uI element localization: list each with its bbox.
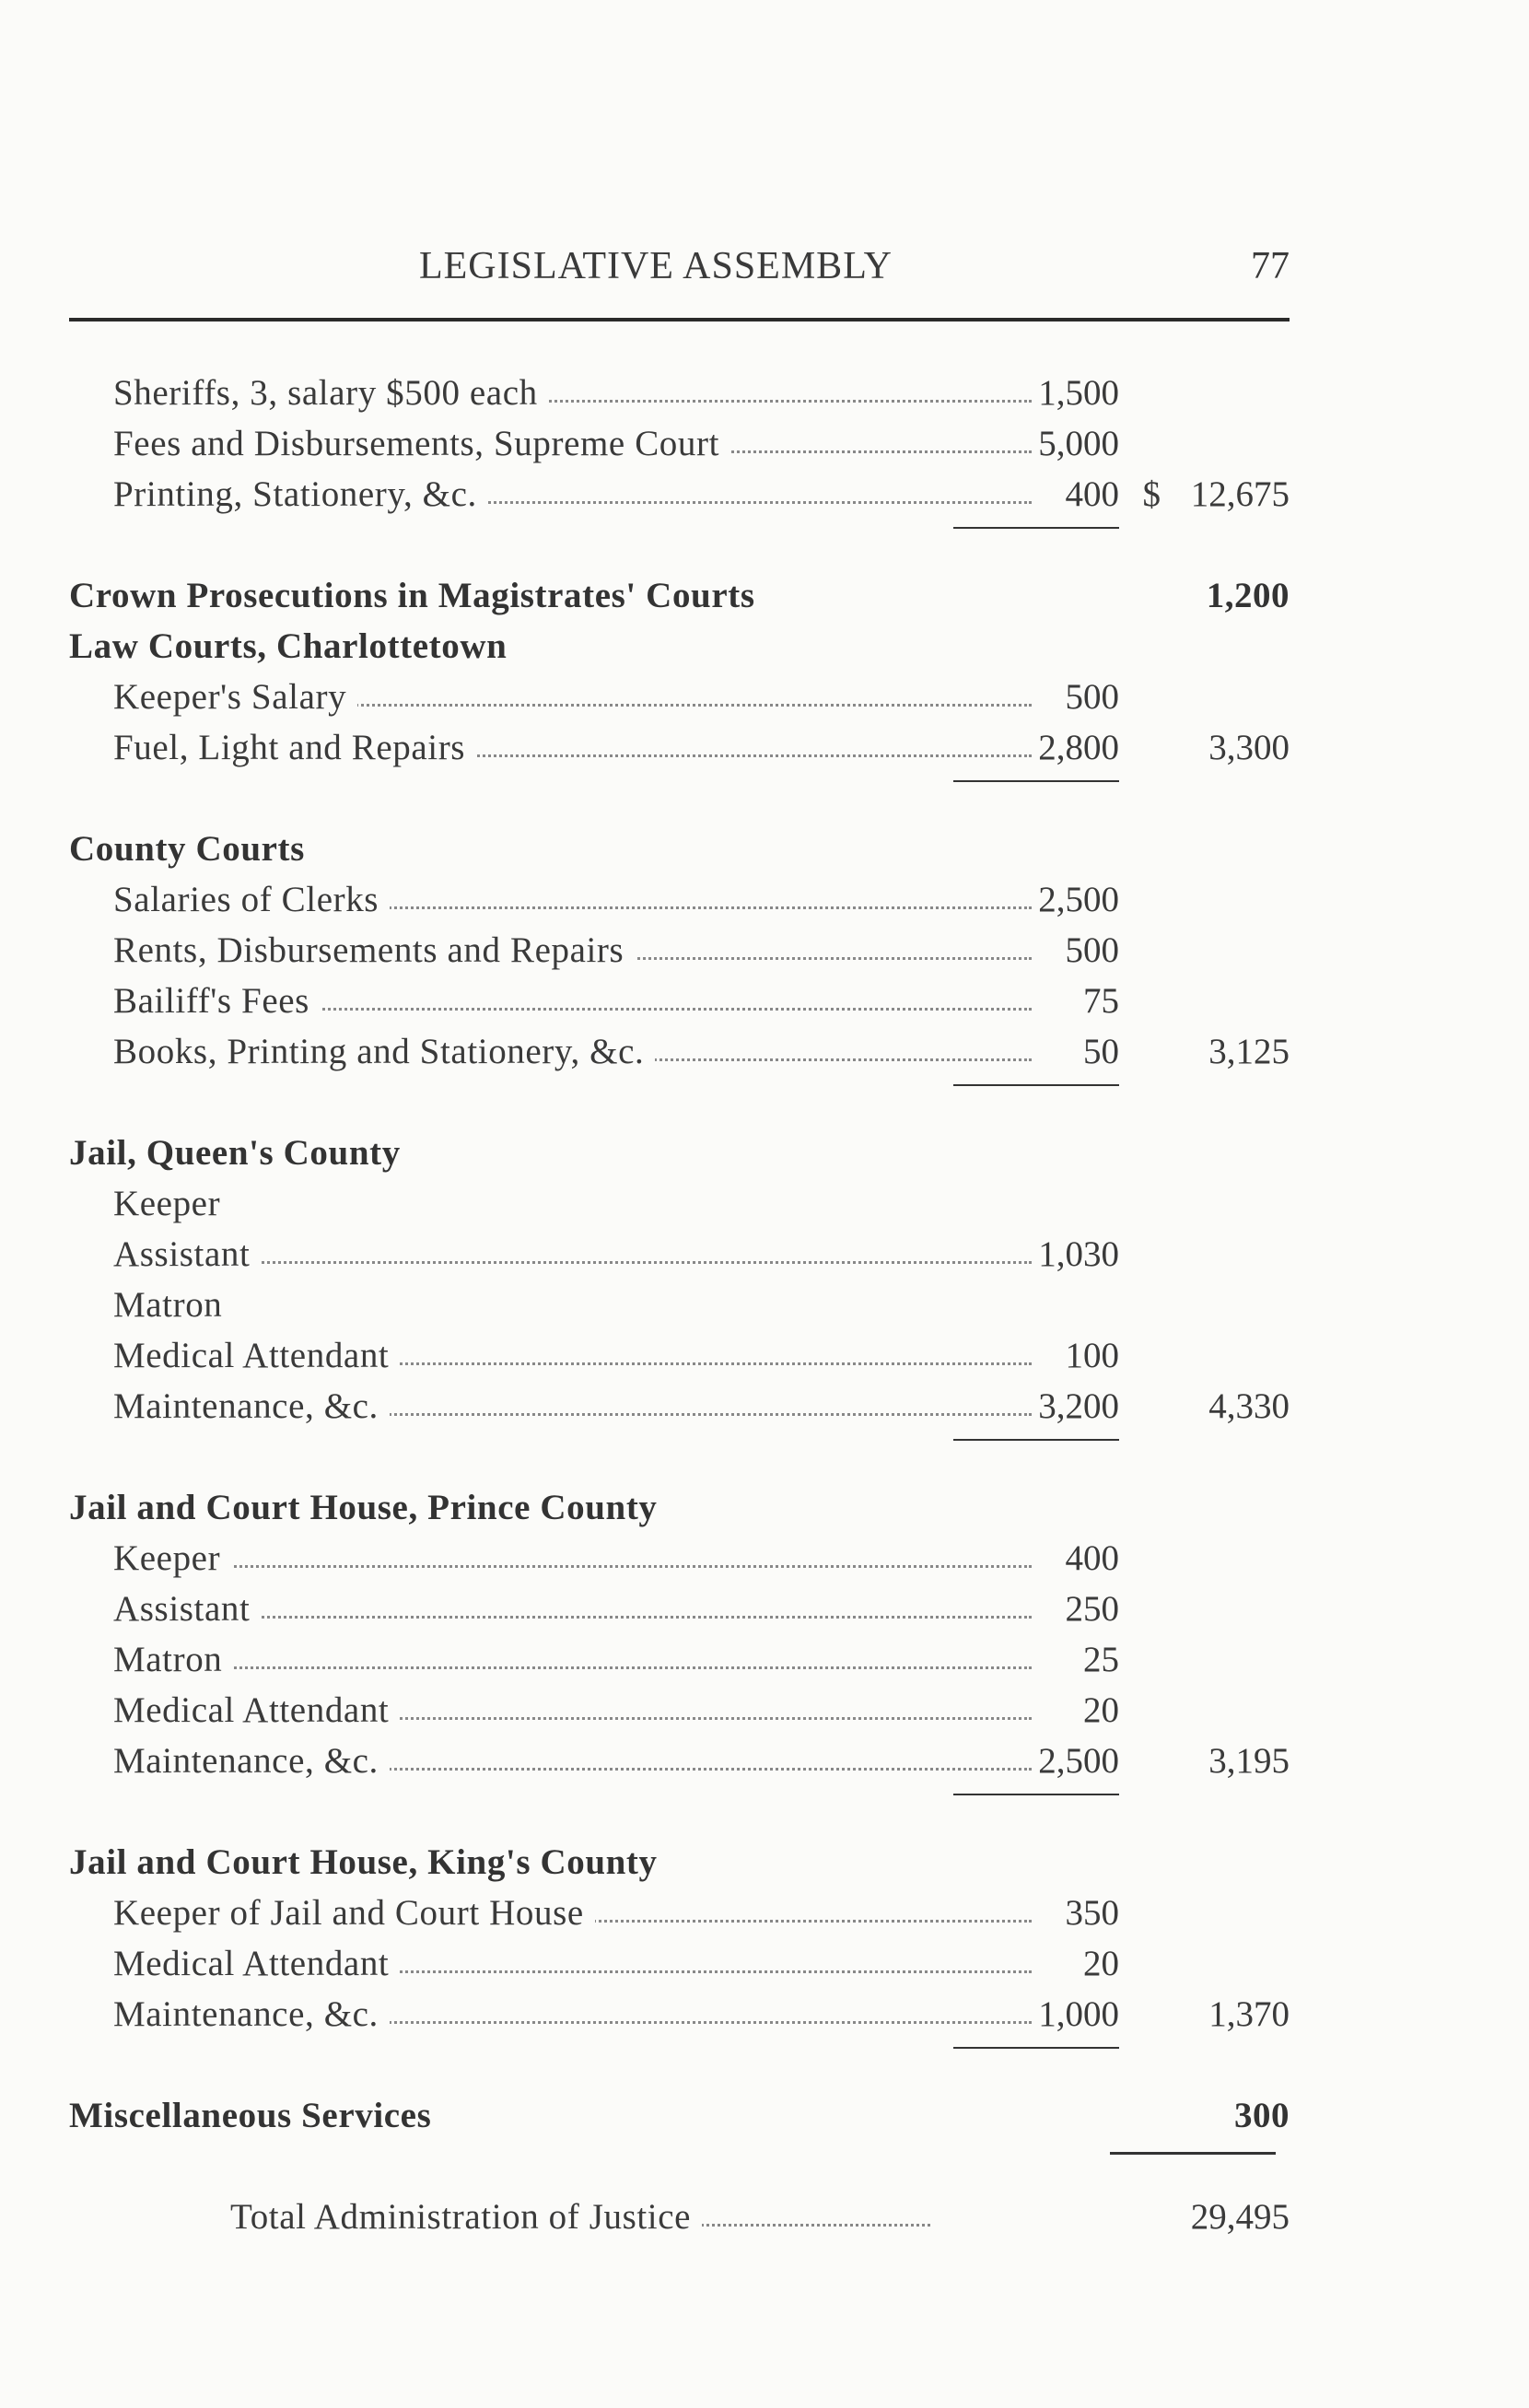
line-label: Books, Printing and Stationery, &c. (113, 1026, 655, 1077)
line-label: Crown Prosecutions in Magistrates' Courts (69, 570, 766, 621)
line-label: Law Courts, Charlottetown (69, 621, 518, 672)
amount: 20 (1083, 1944, 1119, 1983)
amount: 20 (1083, 1690, 1119, 1730)
line-item (69, 1026, 1290, 1077)
line-label: Keeper of Jail and Court House (113, 1888, 595, 1938)
section-heading (69, 824, 1290, 874)
amount: 400 (1065, 1538, 1119, 1578)
line-label: Printing, Stationery, &c. (113, 469, 488, 520)
amount: 2,800 (1038, 728, 1119, 767)
line-item (69, 1381, 1290, 1432)
amount: 5,000 (1038, 424, 1119, 463)
subtotal-rule (69, 520, 1290, 570)
line-item (69, 1888, 1290, 1938)
line-item (69, 1229, 1290, 1280)
amount: 350 (1065, 1893, 1119, 1933)
total-row (69, 2192, 1290, 2242)
line-label: Medical Attendant (113, 1330, 400, 1381)
subtotal: 12,675 (1190, 474, 1290, 514)
line-item (69, 1330, 1290, 1381)
line-label: Keeper (113, 1178, 231, 1229)
line-label: Fuel, Light and Repairs (113, 722, 476, 773)
dot-leader (124, 1565, 1032, 1568)
page-number: 77 (1251, 245, 1290, 287)
amount: 250 (1065, 1589, 1119, 1629)
subtotal-rule (69, 1432, 1290, 1482)
line-label: Total Administration of Justice (230, 2192, 702, 2242)
subtotal-rule (69, 2040, 1290, 2090)
dollar-sign: $ (1142, 474, 1161, 514)
page-header (69, 244, 1290, 321)
line-label: Maintenance, &c. (113, 1381, 390, 1432)
subtotal-rule (69, 1786, 1290, 1837)
subtotal: 3,195 (1208, 1741, 1290, 1781)
line-label: Bailiff's Fees (113, 976, 321, 1026)
amount: 2,500 (1038, 1741, 1119, 1781)
line-label: Assistant (113, 1229, 261, 1280)
line-label: Keeper's Salary (113, 672, 357, 722)
line-label: Jail, Queen's County (69, 1128, 412, 1178)
amount: 50 (1083, 1032, 1119, 1071)
section-heading (69, 1482, 1290, 1533)
line-label: Sheriffs, 3, salary $500 each (113, 368, 549, 418)
subtotal: 4,330 (1208, 1386, 1290, 1426)
line-label: Medical Attendant (113, 1938, 400, 1989)
amount: 1,000 (1038, 1994, 1119, 2034)
line-label: Medical Attendant (113, 1685, 400, 1736)
line-item (69, 1736, 1290, 1786)
line-label: Maintenance, &c. (113, 1736, 390, 1786)
line-item (69, 1178, 1290, 1229)
amount: 500 (1065, 677, 1119, 717)
amount: 2,500 (1038, 880, 1119, 919)
line-item (69, 1938, 1290, 1989)
section-heading (69, 1837, 1290, 1888)
grand-total: 29,495 (1190, 2197, 1290, 2237)
amount: 400 (1065, 474, 1119, 514)
line-label: Jail and Court House, King's County (69, 1837, 669, 1888)
line-label: Keeper (113, 1533, 231, 1584)
dot-leader (124, 1666, 1032, 1669)
document-page (69, 244, 1290, 2242)
line-label: Rents, Disbursements and Repairs (113, 925, 635, 976)
amount: 100 (1065, 1336, 1119, 1375)
line-item (69, 368, 1290, 418)
page-title: LEGISLATIVE ASSEMBLY (419, 245, 893, 287)
amount: 75 (1083, 981, 1119, 1021)
amount: 3,200 (1038, 1386, 1119, 1426)
line-item (69, 976, 1290, 1026)
section-heading (69, 2090, 1290, 2141)
subtotal: 300 (1234, 2096, 1290, 2135)
subtotal-rule (69, 1077, 1290, 1128)
line-item (69, 1280, 1290, 1330)
amount: 1,500 (1038, 373, 1119, 413)
line-label: Jail and Court House, Prince County (69, 1482, 669, 1533)
line-item (69, 1634, 1290, 1685)
subtotal: 3,125 (1208, 1032, 1290, 1071)
line-item (69, 1685, 1290, 1736)
line-item (69, 1584, 1290, 1634)
line-item (69, 418, 1290, 469)
line-label: Miscellaneous Services (69, 2090, 442, 2141)
subtotal: 1,200 (1206, 576, 1290, 615)
line-label: County Courts (69, 824, 316, 874)
line-label: Maintenance, &c. (113, 1989, 390, 2040)
line-item (69, 1533, 1290, 1584)
subtotal-rule (69, 2141, 1290, 2192)
subtotal: 3,300 (1208, 728, 1290, 767)
line-label: Assistant (113, 1584, 261, 1634)
line-item (69, 1989, 1290, 2040)
section-heading (69, 570, 1290, 621)
section-heading (69, 621, 1290, 672)
line-label: Matron (113, 1280, 233, 1330)
subtotal: 1,370 (1208, 1994, 1290, 2034)
line-item (69, 722, 1290, 773)
line-item (69, 874, 1290, 925)
line-item (69, 469, 1290, 520)
section-heading (69, 1128, 1290, 1178)
amount: 1,030 (1038, 1234, 1119, 1274)
amount: 25 (1083, 1640, 1119, 1679)
line-label: Matron (113, 1634, 233, 1685)
line-item (69, 925, 1290, 976)
line-label: Fees and Disbursements, Supreme Court (113, 418, 730, 469)
line-label: Salaries of Clerks (113, 874, 390, 925)
line-item (69, 672, 1290, 722)
amount: 500 (1065, 930, 1119, 970)
subtotal-rule (69, 773, 1290, 824)
appropriations-list (69, 368, 1290, 2242)
